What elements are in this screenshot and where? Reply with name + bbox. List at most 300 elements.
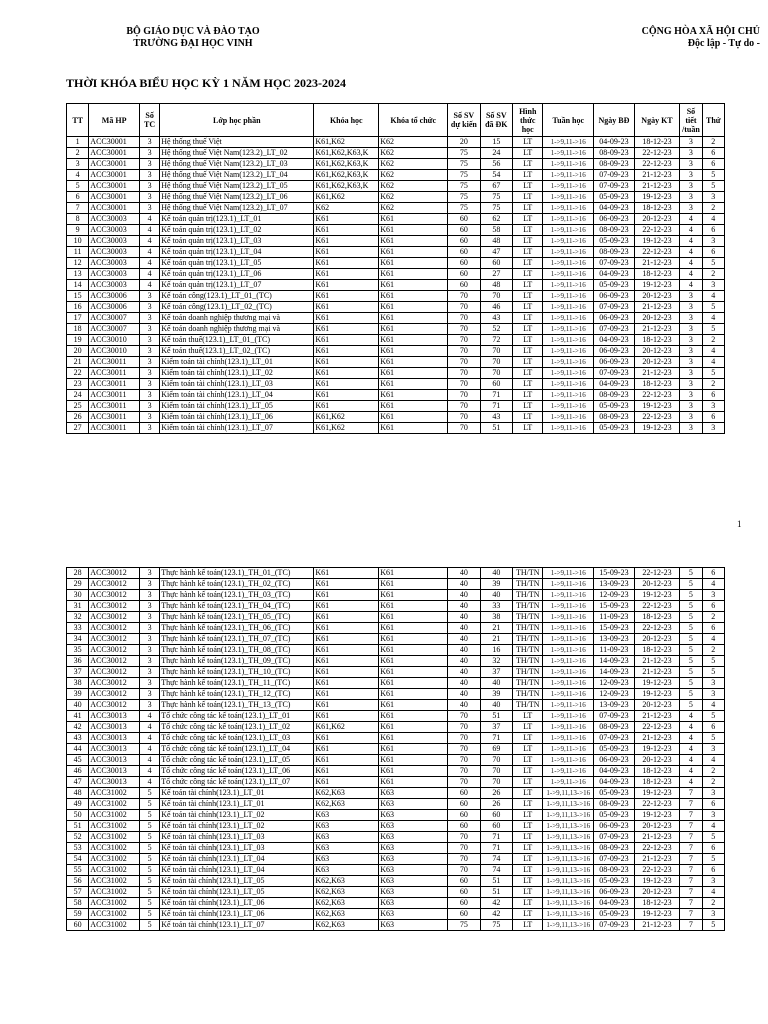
table-row — [67, 214, 725, 225]
table-row — [67, 777, 725, 788]
table-cell: 7 — [67, 203, 89, 214]
table-cell: 5 — [139, 854, 159, 865]
table-cell: 08-09-23 — [594, 412, 635, 423]
table-cell: TH/TN — [513, 579, 543, 590]
table-cell: TH/TN — [513, 678, 543, 689]
table-cell: Kiểm toán tài chính(123.1)_LT_02 — [160, 368, 314, 379]
table-cell: 4 — [67, 170, 89, 181]
table-cell: ACC30011 — [89, 423, 140, 434]
table-cell: 3 — [680, 291, 702, 302]
table-cell: 40 — [448, 568, 480, 579]
table-cell: ACC31002 — [89, 865, 140, 876]
table-cell: 6 — [702, 247, 724, 258]
table-cell: 60 — [448, 887, 480, 898]
table-cell: 51 — [480, 423, 512, 434]
table-cell: Kế toán quản trị(123.1)_LT_03 — [160, 236, 314, 247]
table-cell: Thực hành kế toán(123.1)_TH_07_(TC) — [160, 634, 314, 645]
table-cell: 3 — [702, 876, 724, 887]
table-cell: 08-09-23 — [594, 159, 635, 170]
table-cell: 3 — [702, 909, 724, 920]
table-cell: 70 — [448, 777, 480, 788]
table-row — [67, 291, 725, 302]
table-cell: 7 — [680, 909, 702, 920]
table-cell: K61 — [314, 612, 379, 623]
table-cell: K61 — [379, 324, 448, 335]
table-cell: ACC30010 — [89, 335, 140, 346]
table-cell: ACC30012 — [89, 645, 140, 656]
table-cell: Kế toán tài chính(123.1)_LT_01 — [160, 799, 314, 810]
table-cell: 1->9,11,13->16 — [543, 898, 594, 909]
table-cell: 4 — [139, 247, 159, 258]
table-cell: ACC30003 — [89, 247, 140, 258]
table-cell: 3 — [680, 401, 702, 412]
table-cell: 40 — [448, 634, 480, 645]
table-cell: 19-12-23 — [634, 744, 680, 755]
table-cell: K62,K63 — [314, 799, 379, 810]
table-cell: 1->9,11->16 — [543, 744, 594, 755]
table-cell: 1->9,11->16 — [543, 689, 594, 700]
table-cell: 1->9,11->16 — [543, 777, 594, 788]
table-cell: ACC31002 — [89, 898, 140, 909]
table-cell: 5 — [702, 733, 724, 744]
table-cell: 70 — [448, 357, 480, 368]
table-cell: 54 — [480, 170, 512, 181]
table-cell: ACC30013 — [89, 766, 140, 777]
table-cell: 60 — [448, 258, 480, 269]
table-cell: 5 — [139, 909, 159, 920]
table-cell: 60 — [448, 788, 480, 799]
table-cell: Kiểm toán tài chính(123.1)_LT_04 — [160, 390, 314, 401]
table-cell: Kế toán quản trị(123.1)_LT_07 — [160, 280, 314, 291]
table-cell: LT — [513, 412, 543, 423]
table-cell: 70 — [448, 832, 480, 843]
table-cell: 5 — [702, 368, 724, 379]
table-cell: 1->9,11->16 — [543, 170, 594, 181]
table-cell: 1->9,11,13->16 — [543, 799, 594, 810]
table-cell: K61 — [379, 401, 448, 412]
table-cell: 15-09-23 — [594, 601, 635, 612]
table-cell: 32 — [67, 612, 89, 623]
table-cell: TH/TN — [513, 667, 543, 678]
table-cell: 40 — [480, 678, 512, 689]
table-cell: 21 — [480, 623, 512, 634]
table-cell: 1->9,11->16 — [543, 137, 594, 148]
table-row — [67, 766, 725, 777]
table-cell: K61,K62 — [314, 412, 379, 423]
table-cell: K61 — [314, 579, 379, 590]
table-cell: 5 — [680, 678, 702, 689]
table-cell: 4 — [702, 821, 724, 832]
table-row — [67, 390, 725, 401]
table-cell: LT — [513, 159, 543, 170]
table-cell: 70 — [448, 302, 480, 313]
table-cell: 70 — [448, 324, 480, 335]
table-cell: 70 — [448, 755, 480, 766]
table-cell: 3 — [139, 368, 159, 379]
table-cell: 06-09-23 — [594, 821, 635, 832]
table-cell: 51 — [480, 876, 512, 887]
table-cell: 3 — [139, 645, 159, 656]
table-cell: TH/TN — [513, 612, 543, 623]
table-cell: K61,K62,K63,K — [314, 159, 379, 170]
table-cell: 75 — [480, 192, 512, 203]
table-cell: 3 — [139, 623, 159, 634]
table-cell: 6 — [702, 159, 724, 170]
table-cell: 43 — [67, 733, 89, 744]
table-cell: 70 — [448, 744, 480, 755]
table-cell: 5 — [680, 612, 702, 623]
table-cell: 7 — [680, 920, 702, 931]
table-cell: TH/TN — [513, 700, 543, 711]
column-header: Khóa tổ chức — [379, 104, 448, 137]
table-cell: LT — [513, 401, 543, 412]
table-cell: K61 — [379, 722, 448, 733]
table-cell: 19-12-23 — [634, 590, 680, 601]
table-cell: 2 — [702, 137, 724, 148]
table-cell: K62 — [379, 159, 448, 170]
table-cell: 7 — [680, 821, 702, 832]
table-cell: K61 — [314, 258, 379, 269]
table-cell: 05-09-23 — [594, 810, 635, 821]
table-row — [67, 733, 725, 744]
table-cell: 36 — [67, 656, 89, 667]
table-cell: 31 — [67, 601, 89, 612]
table-cell: K61 — [379, 258, 448, 269]
table-cell: LT — [513, 258, 543, 269]
table-cell: 60 — [448, 799, 480, 810]
table-cell: 04-09-23 — [594, 335, 635, 346]
table-cell: 4 — [680, 744, 702, 755]
column-header: Số TC — [139, 104, 159, 137]
table-cell: 21-12-23 — [634, 733, 680, 744]
table-cell: Hệ thống thuế Việt Nam(123.2)_LT_05 — [160, 181, 314, 192]
table-cell: 60 — [448, 247, 480, 258]
table-cell: 22-12-23 — [634, 799, 680, 810]
table-cell: 1->9,11,13->16 — [543, 843, 594, 854]
table-cell: 07-09-23 — [594, 258, 635, 269]
table-cell: 14 — [67, 280, 89, 291]
table-cell: 2 — [702, 335, 724, 346]
table-cell: 19-12-23 — [634, 678, 680, 689]
table-cell: 40 — [448, 667, 480, 678]
table-cell: 1->9,11->16 — [543, 755, 594, 766]
table-cell: 71 — [480, 733, 512, 744]
table-cell: K61 — [379, 357, 448, 368]
table-cell: 47 — [480, 247, 512, 258]
table-row — [67, 170, 725, 181]
table-cell: 56 — [67, 876, 89, 887]
table-cell: 26 — [480, 788, 512, 799]
table-cell: 5 — [139, 799, 159, 810]
table-cell: K61 — [314, 777, 379, 788]
table-cell: 3 — [139, 634, 159, 645]
table-row — [67, 159, 725, 170]
table-cell: ACC31002 — [89, 799, 140, 810]
table-cell: K61 — [314, 568, 379, 579]
table-cell: 04-09-23 — [594, 203, 635, 214]
table-cell: ACC30013 — [89, 722, 140, 733]
timetable-body-1 — [67, 137, 725, 434]
table-cell: 7 — [680, 810, 702, 821]
table-cell: TH/TN — [513, 568, 543, 579]
table-cell: K61 — [379, 634, 448, 645]
ministry-name: BỘ GIÁO DỤC VÀ ĐÀO TẠO — [126, 26, 260, 37]
table-row — [67, 601, 725, 612]
table-cell: 08-09-23 — [594, 148, 635, 159]
column-header: Hình thức học — [513, 104, 543, 137]
table-cell: ACC30012 — [89, 568, 140, 579]
table-cell: 41 — [67, 711, 89, 722]
table-cell: K63 — [379, 799, 448, 810]
table-cell: K61 — [314, 280, 379, 291]
table-cell: ACC31002 — [89, 887, 140, 898]
table-cell: 19-12-23 — [634, 192, 680, 203]
table-cell: LT — [513, 810, 543, 821]
table-cell: 3 — [680, 313, 702, 324]
table-cell: K61 — [314, 225, 379, 236]
table-cell: 5 — [680, 645, 702, 656]
table-cell: 4 — [680, 766, 702, 777]
table-cell: 1->9,11->16 — [543, 568, 594, 579]
table-cell: K61 — [379, 744, 448, 755]
table-cell: 3 — [702, 590, 724, 601]
table-cell: 3 — [139, 203, 159, 214]
table-cell: 6 — [67, 192, 89, 203]
table-cell: 4 — [702, 755, 724, 766]
table-cell: Kế toán tài chính(123.1)_LT_04 — [160, 854, 314, 865]
table-cell: Tổ chức công tác kế toán(123.1)_LT_01 — [160, 711, 314, 722]
table-cell: 07-09-23 — [594, 920, 635, 931]
table-cell: LT — [513, 346, 543, 357]
table-cell: Thực hành kế toán(123.1)_TH_10_(TC) — [160, 667, 314, 678]
table-cell: LT — [513, 722, 543, 733]
table-cell: 4 — [680, 258, 702, 269]
table-cell: 70 — [448, 766, 480, 777]
table-cell: ACC30010 — [89, 346, 140, 357]
table-cell: 06-09-23 — [594, 755, 635, 766]
table-cell: 15-09-23 — [594, 568, 635, 579]
table-cell: 14-09-23 — [594, 667, 635, 678]
table-cell: 1->9,11->16 — [543, 722, 594, 733]
table-cell: 4 — [702, 346, 724, 357]
table-cell: 70 — [448, 335, 480, 346]
table-cell: 20-12-23 — [634, 634, 680, 645]
table-cell: TH/TN — [513, 645, 543, 656]
column-header: TT — [67, 104, 89, 137]
table-cell: 22-12-23 — [634, 722, 680, 733]
table-cell: K61 — [314, 689, 379, 700]
table-cell: 1->9,11->16 — [543, 159, 594, 170]
table-cell: 52 — [67, 832, 89, 843]
table-cell: 07-09-23 — [594, 324, 635, 335]
table-cell: 22-12-23 — [634, 225, 680, 236]
table-cell: 37 — [480, 722, 512, 733]
table-cell: 1->9,11->16 — [543, 401, 594, 412]
table-cell: 46 — [480, 302, 512, 313]
table-cell: 06-09-23 — [594, 346, 635, 357]
table-cell: 75 — [448, 181, 480, 192]
table-cell: 21 — [67, 357, 89, 368]
table-cell: Tổ chức công tác kế toán(123.1)_LT_06 — [160, 766, 314, 777]
table-cell: TH/TN — [513, 590, 543, 601]
table-cell: 21-12-23 — [634, 854, 680, 865]
table-cell: 75 — [480, 920, 512, 931]
table-cell: 71 — [480, 390, 512, 401]
table-row — [67, 412, 725, 423]
table-row — [67, 313, 725, 324]
table-cell: K62 — [379, 170, 448, 181]
table-cell: 70 — [448, 865, 480, 876]
table-cell: 3 — [139, 656, 159, 667]
table-cell: 5 — [680, 667, 702, 678]
table-row — [67, 225, 725, 236]
table-cell: 5 — [139, 821, 159, 832]
table-cell: 32 — [480, 656, 512, 667]
table-cell: 3 — [680, 324, 702, 335]
table-cell: 3 — [680, 159, 702, 170]
table-cell: 70 — [480, 766, 512, 777]
table-cell: ACC30012 — [89, 612, 140, 623]
table-cell: 5 — [680, 700, 702, 711]
table-cell: 1->9,11->16 — [543, 236, 594, 247]
table-cell: 1->9,11->16 — [543, 302, 594, 313]
table-cell: 70 — [480, 291, 512, 302]
table-cell: 1->9,11,13->16 — [543, 920, 594, 931]
table-cell: LT — [513, 887, 543, 898]
table-cell: 30 — [67, 590, 89, 601]
table-cell: 40 — [448, 601, 480, 612]
table-cell: 19-12-23 — [634, 909, 680, 920]
table-cell: 60 — [448, 810, 480, 821]
table-cell: 1->9,11,13->16 — [543, 909, 594, 920]
table-cell: 20-12-23 — [634, 887, 680, 898]
table-cell: ACC30012 — [89, 656, 140, 667]
table-cell: ACC31002 — [89, 810, 140, 821]
table-cell: ACC30003 — [89, 236, 140, 247]
table-cell: 1->9,11->16 — [543, 390, 594, 401]
table-cell: 21-12-23 — [634, 667, 680, 678]
table-cell: 10 — [67, 236, 89, 247]
table-cell: 3 — [680, 379, 702, 390]
table-cell: ACC30012 — [89, 623, 140, 634]
table-cell: 60 — [448, 214, 480, 225]
table-cell: 3 — [702, 192, 724, 203]
table-cell: ACC30011 — [89, 412, 140, 423]
table-cell: 3 — [680, 203, 702, 214]
table-cell: 3 — [702, 423, 724, 434]
table-row — [67, 280, 725, 291]
table-cell: LT — [513, 733, 543, 744]
table-cell: 6 — [702, 799, 724, 810]
table-cell: LT — [513, 898, 543, 909]
table-cell: 48 — [67, 788, 89, 799]
table-cell: 70 — [448, 346, 480, 357]
table-cell: K61 — [314, 667, 379, 678]
table-cell: 4 — [139, 269, 159, 280]
table-cell: 12-09-23 — [594, 590, 635, 601]
table-cell: K63 — [379, 887, 448, 898]
table-cell: 5 — [680, 601, 702, 612]
table-cell: ACC31002 — [89, 843, 140, 854]
table-cell: 20-12-23 — [634, 357, 680, 368]
table-cell: ACC30013 — [89, 755, 140, 766]
table-row — [67, 821, 725, 832]
table-cell: 07-09-23 — [594, 181, 635, 192]
table-cell: 70 — [448, 390, 480, 401]
table-cell: ACC31002 — [89, 854, 140, 865]
column-header: Khóa học — [314, 104, 379, 137]
table-cell: ACC30013 — [89, 711, 140, 722]
table-cell: 3 — [702, 280, 724, 291]
table-cell: 1->9,11,13->16 — [543, 810, 594, 821]
table-cell: 05-09-23 — [594, 876, 635, 887]
table-cell: K61 — [314, 379, 379, 390]
table-cell: ACC31002 — [89, 832, 140, 843]
table-cell: Hệ thống thuế Việt Nam(123.2)_LT_04 — [160, 170, 314, 181]
table-cell: 3 — [67, 159, 89, 170]
table-cell: 18-12-23 — [634, 645, 680, 656]
table-cell: 26 — [480, 799, 512, 810]
table-cell: 07-09-23 — [594, 854, 635, 865]
table-cell: Kế toán doanh nghiệp thương mại và — [160, 324, 314, 335]
table-cell: 3 — [139, 159, 159, 170]
table-cell: 18-12-23 — [634, 335, 680, 346]
table-cell: 17 — [67, 313, 89, 324]
table-row — [67, 656, 725, 667]
table-row — [67, 634, 725, 645]
table-cell: 1->9,11,13->16 — [543, 832, 594, 843]
table-cell: 06-09-23 — [594, 357, 635, 368]
table-cell: K61 — [379, 733, 448, 744]
table-cell: Kế toán tài chính(123.1)_LT_05 — [160, 887, 314, 898]
table-cell: 5 — [702, 854, 724, 865]
table-cell: 38 — [480, 612, 512, 623]
table-cell: 6 — [702, 843, 724, 854]
table-cell: 2 — [702, 612, 724, 623]
table-cell: 05-09-23 — [594, 744, 635, 755]
table-cell: 21-12-23 — [634, 324, 680, 335]
table-cell: 21-12-23 — [634, 368, 680, 379]
table-cell: 05-09-23 — [594, 401, 635, 412]
table-row — [67, 181, 725, 192]
table-cell: 1->9,11->16 — [543, 225, 594, 236]
table-cell: 08-09-23 — [594, 799, 635, 810]
table-cell: ACC30012 — [89, 689, 140, 700]
table-cell: 3 — [139, 700, 159, 711]
table-cell: ACC30011 — [89, 401, 140, 412]
table-cell: 12 — [67, 258, 89, 269]
table-cell: 08-09-23 — [594, 722, 635, 733]
table-cell: 47 — [67, 777, 89, 788]
table-cell: 1->9,11,13->16 — [543, 865, 594, 876]
table-cell: 3 — [680, 357, 702, 368]
table-cell: 5 — [139, 843, 159, 854]
table-cell: 22-12-23 — [634, 601, 680, 612]
table-cell: K63 — [314, 843, 379, 854]
table-cell: 3 — [680, 390, 702, 401]
table-cell: K61 — [379, 346, 448, 357]
table-cell: 4 — [680, 711, 702, 722]
table-cell: 2 — [702, 777, 724, 788]
table-cell: 1->9,11->16 — [543, 324, 594, 335]
table-cell: 9 — [67, 225, 89, 236]
table-cell: 7 — [680, 854, 702, 865]
table-cell: 3 — [139, 568, 159, 579]
table-cell: 3 — [139, 412, 159, 423]
table-cell: 7 — [680, 876, 702, 887]
table-cell: ACC30001 — [89, 159, 140, 170]
table-cell: 48 — [480, 280, 512, 291]
